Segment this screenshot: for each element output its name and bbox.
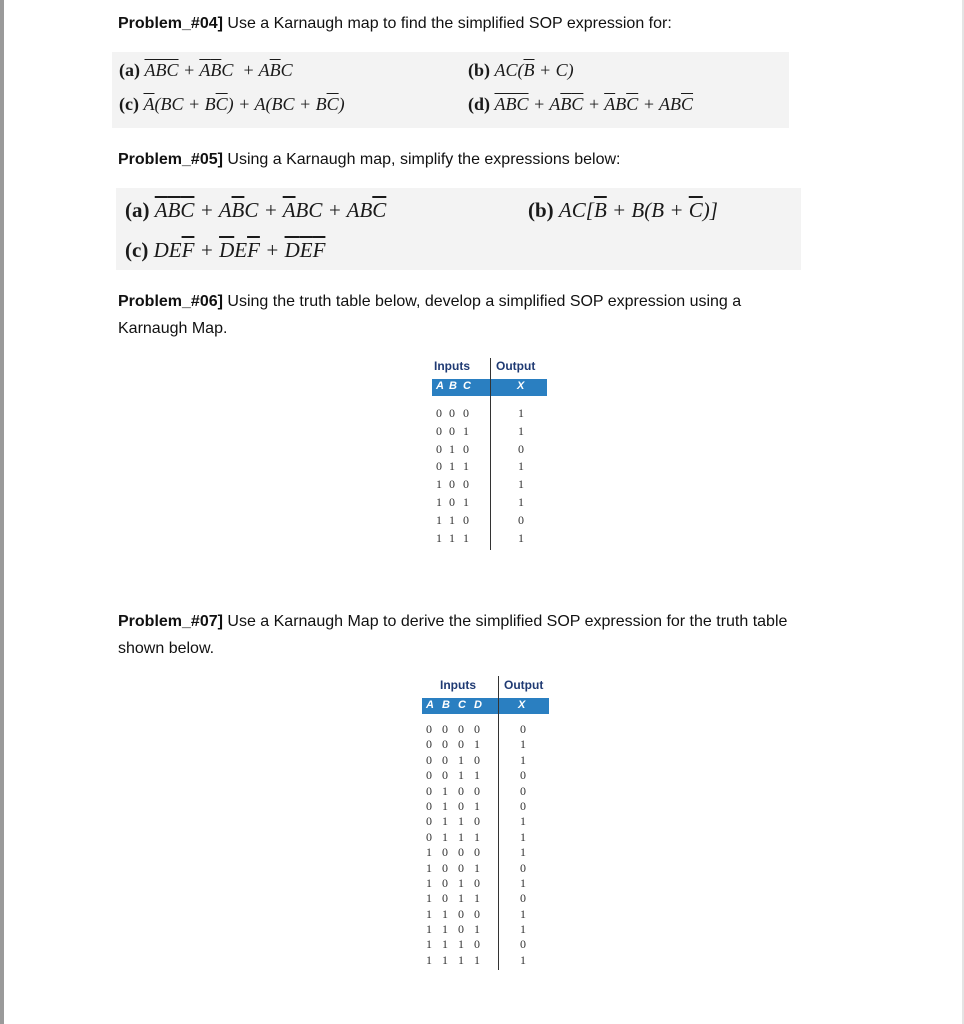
- tt07-input-cell: 0: [426, 737, 432, 752]
- tt07-input-cell: 0: [458, 737, 464, 752]
- tt06-input-cell: 1: [449, 512, 455, 527]
- tt07-input-cell: 1: [474, 798, 480, 813]
- tt07-output-cell: 1: [520, 752, 526, 767]
- tt07-output-cell: 1: [520, 829, 526, 844]
- tt07-input-cell: 1: [426, 952, 432, 967]
- problem-04-heading: [118, 10, 672, 37]
- tt07-input-cell: 0: [474, 845, 480, 860]
- tt07-input-cell: 0: [474, 875, 480, 890]
- tt06-input-cell: 1: [436, 512, 442, 527]
- tt07-output-cell: 0: [520, 722, 526, 736]
- tt07-input-cell: 1: [458, 768, 464, 783]
- tt07-input-cell: 1: [442, 814, 448, 829]
- tt07-inputs-header: Inputs: [440, 678, 476, 692]
- expr-04a: (a) $\overline{A}\overline{B}\overline{C} + \overline{A}\overline{B}C + A\overline{B}C$: [119, 60, 293, 80]
- tt07-row: [422, 891, 549, 906]
- tt06-input-cell: 1: [463, 459, 469, 474]
- expr-04a-label: (a): [119, 60, 140, 80]
- tt07-row: [422, 876, 549, 891]
- tt06-row: [432, 459, 547, 477]
- tt07-output-cell: 1: [520, 952, 526, 967]
- tt07-input-cell: 0: [474, 752, 480, 767]
- tt06-input-cell: 0: [463, 477, 469, 492]
- tt07-input-cell: 1: [426, 906, 432, 921]
- tt07-row: [422, 784, 549, 799]
- tt07-input-cell: 0: [442, 891, 448, 906]
- tt07-output-header: Output: [504, 678, 544, 692]
- tt07-input-cell: 1: [426, 860, 432, 875]
- problem-05-label: Problem_#05]: [118, 151, 223, 168]
- tt07-input-cell: 0: [426, 722, 432, 736]
- expr-05c: (c) $DE\overline{F} + \overline{D}E\overline{F} + \overline{D}\overline{E}\overline{F}$: [125, 238, 326, 262]
- tt06-input-cell: 1: [463, 530, 469, 545]
- tt07-output-cell: 1: [520, 906, 526, 921]
- problem-05-expressions: [116, 188, 801, 270]
- problem-04-label: Problem_#04]: [118, 15, 223, 32]
- tt07-input-cell: 1: [442, 783, 448, 798]
- expr-05b-label: (b): [528, 198, 554, 222]
- tt06-input-cell: 0: [449, 477, 455, 492]
- tt07-input-cell: 0: [426, 829, 432, 844]
- tt06-input-cell: 0: [449, 494, 455, 509]
- page-left-border: [0, 0, 4, 1024]
- problem-06-text-2: Karnaugh Map.: [118, 320, 228, 337]
- tt07-input-cell: 0: [442, 722, 448, 736]
- tt06-col-a: A: [436, 380, 444, 392]
- expr-04b-label: (b): [468, 60, 490, 80]
- tt07-input-cell: 1: [474, 952, 480, 967]
- tt07-input-cell: 0: [458, 922, 464, 937]
- tt06-input-cell: 1: [449, 530, 455, 545]
- truth-table-06: [432, 358, 547, 550]
- tt07-input-cell: 0: [474, 906, 480, 921]
- problem-04-expressions: [112, 52, 789, 128]
- tt07-input-cell: 1: [442, 906, 448, 921]
- tt07-input-cell: 0: [426, 752, 432, 767]
- tt06-input-cell: 1: [449, 441, 455, 456]
- tt06-col-b: B: [449, 380, 457, 392]
- tt06-input-cell: 0: [463, 512, 469, 527]
- tt07-input-cell: 1: [442, 922, 448, 937]
- tt07-input-cell: 1: [426, 875, 432, 890]
- tt06-input-cell: 0: [449, 406, 455, 420]
- tt07-output-cell: 1: [520, 922, 526, 937]
- tt07-input-cell: 0: [442, 752, 448, 767]
- tt07-output-cell: 0: [520, 783, 526, 798]
- tt07-input-cell: 0: [442, 875, 448, 890]
- tt06-row: [432, 495, 547, 513]
- tt07-row: [422, 953, 549, 968]
- tt07-row: [422, 922, 549, 937]
- tt07-input-cell: 1: [458, 814, 464, 829]
- problem-07-text-2: shown below.: [118, 640, 215, 657]
- tt07-input-cell: 0: [426, 768, 432, 783]
- tt07-row: [422, 861, 549, 876]
- tt07-input-cell: 1: [426, 937, 432, 952]
- tt07-input-cell: 0: [458, 845, 464, 860]
- expr-04c-label: (c): [119, 94, 139, 114]
- tt06-row: [432, 531, 547, 549]
- tt07-output-cell: 0: [520, 860, 526, 875]
- expr-05c-label: (c): [125, 238, 149, 262]
- tt07-col-x: X: [518, 699, 526, 711]
- tt07-col-a: A: [426, 699, 434, 711]
- tt07-row: [422, 753, 549, 768]
- tt07-input-cell: 1: [474, 737, 480, 752]
- problem-05-heading: [118, 146, 620, 173]
- tt07-output-cell: 0: [520, 798, 526, 813]
- tt06-input-cell: 0: [436, 459, 442, 474]
- tt07-input-cell: 0: [426, 783, 432, 798]
- tt07-input-cell: 0: [458, 783, 464, 798]
- expr-05a: (a) $\overline{A}\overline{B}\overline{C} + A\overline{B}C + \overline{A}BC + AB\overline{C}$: [125, 198, 387, 222]
- tt07-input-cell: 0: [458, 906, 464, 921]
- tt07-input-cell: 1: [458, 891, 464, 906]
- tt07-input-cell: 0: [442, 768, 448, 783]
- tt07-input-cell: 1: [474, 891, 480, 906]
- tt07-input-cell: 1: [442, 952, 448, 967]
- tt06-input-cell: 1: [449, 459, 455, 474]
- tt07-row: [422, 907, 549, 922]
- tt07-input-cell: 1: [458, 937, 464, 952]
- tt06-input-cell: 1: [436, 477, 442, 492]
- tt07-input-cell: 0: [442, 845, 448, 860]
- problem-04-text: Use a Karnaugh map to find the simplified SOP expression for:: [227, 15, 672, 32]
- tt06-row: [432, 513, 547, 531]
- tt06-output-cell: 1: [518, 530, 524, 545]
- tt06-output-cell: 1: [518, 459, 524, 474]
- expr-04d: (d) $\overline{A}\overline{B}\overline{C} + A\overline{B}\overline{C} + \overline{A}B\overline{C} + AB\overline{C}$: [468, 94, 694, 114]
- tt06-row: [432, 477, 547, 495]
- tt06-output-header: Output: [496, 359, 536, 373]
- tt06-output-cell: 1: [518, 477, 524, 492]
- tt07-row: [422, 845, 549, 860]
- tt07-input-cell: 0: [474, 937, 480, 952]
- tt07-row: [422, 737, 549, 752]
- tt06-row: [432, 424, 547, 442]
- tt07-input-cell: 1: [474, 922, 480, 937]
- tt07-input-cell: 1: [426, 845, 432, 860]
- tt06-input-cell: 1: [436, 530, 442, 545]
- tt07-input-cell: 1: [458, 829, 464, 844]
- tt07-input-cell: 1: [474, 829, 480, 844]
- tt07-row: [422, 768, 549, 783]
- tt06-inputs-header: Inputs: [434, 359, 470, 373]
- tt06-input-cell: 0: [436, 441, 442, 456]
- tt07-output-cell: 0: [520, 891, 526, 906]
- tt07-input-cell: 1: [458, 875, 464, 890]
- tt07-row: [422, 814, 549, 829]
- expr-05a-label: (a): [125, 198, 150, 222]
- tt06-row: [432, 406, 547, 424]
- tt07-input-cell: 0: [458, 722, 464, 736]
- tt06-input-cell: 0: [463, 406, 469, 420]
- tt06-output-cell: 1: [518, 423, 524, 438]
- tt07-column-header-row: [422, 698, 549, 714]
- problem-05-text: Using a Karnaugh map, simplify the expressions below:: [227, 151, 621, 168]
- tt07-input-cell: 1: [426, 891, 432, 906]
- problem-06-text: Using the truth table below, develop a simplified SOP expression using a: [227, 293, 742, 310]
- tt07-row: [422, 799, 549, 814]
- tt07-input-cell: 1: [442, 829, 448, 844]
- problem-07-heading: [118, 608, 898, 662]
- tt07-input-cell: 0: [474, 722, 480, 736]
- tt06-output-cell: 1: [518, 494, 524, 509]
- tt07-output-cell: 1: [520, 814, 526, 829]
- tt07-col-c: C: [458, 699, 466, 711]
- tt06-output-cell: 0: [518, 512, 524, 527]
- tt07-row: [422, 830, 549, 845]
- tt06-input-cell: 0: [449, 423, 455, 438]
- tt07-output-cell: 0: [520, 768, 526, 783]
- tt07-input-cell: 1: [442, 798, 448, 813]
- tt07-input-cell: 1: [458, 752, 464, 767]
- tt06-input-cell: 1: [463, 494, 469, 509]
- expr-04c: (c) $\overline{A}(BC + B\overline{C}) + A(BC + B\overline{C})$: [119, 94, 345, 114]
- tt06-row: [432, 442, 547, 460]
- tt07-input-cell: 0: [458, 798, 464, 813]
- tt06-input-cell: 1: [436, 494, 442, 509]
- expr-04b: (b) $AC(\overline{B} + C)$: [468, 60, 574, 80]
- tt07-col-d: D: [474, 699, 482, 711]
- problem-06-label: Problem_#06]: [118, 293, 223, 310]
- tt07-output-cell: 1: [520, 845, 526, 860]
- tt06-col-x: X: [517, 380, 525, 392]
- tt07-input-cell: 1: [458, 952, 464, 967]
- tt07-input-cell: 1: [474, 860, 480, 875]
- tt07-input-cell: 0: [474, 814, 480, 829]
- tt07-input-cell: 1: [442, 937, 448, 952]
- tt06-input-cell: 1: [463, 423, 469, 438]
- tt07-row: [422, 722, 549, 737]
- tt07-input-cell: 1: [426, 922, 432, 937]
- tt06-body: [432, 406, 547, 548]
- tt07-output-cell: 1: [520, 875, 526, 890]
- tt07-input-cell: 0: [426, 814, 432, 829]
- tt07-output-cell: 0: [520, 937, 526, 952]
- tt07-input-cell: 1: [474, 768, 480, 783]
- tt07-input-cell: 0: [442, 737, 448, 752]
- expr-05b: (b) $AC[\overline{B} + B(B + \overline{C})]$: [528, 198, 718, 222]
- expr-04d-label: (d): [468, 94, 490, 114]
- tt06-col-c: C: [463, 380, 471, 392]
- tt07-output-cell: 1: [520, 737, 526, 752]
- problem-06-heading: [118, 288, 818, 342]
- truth-table-07: [422, 676, 549, 970]
- tt07-col-b: B: [442, 699, 450, 711]
- tt07-input-cell: 0: [474, 783, 480, 798]
- tt07-row: [422, 937, 549, 952]
- tt07-body: [422, 722, 549, 968]
- problem-07-label: Problem_#07]: [118, 613, 223, 630]
- problem-07-text: Use a Karnaugh Map to derive the simplified SOP expression for the truth table: [227, 613, 788, 630]
- tt07-input-cell: 0: [442, 860, 448, 875]
- tt06-output-cell: 1: [518, 406, 524, 420]
- tt06-output-cell: 0: [518, 441, 524, 456]
- tt06-input-cell: 0: [436, 423, 442, 438]
- tt06-input-cell: 0: [436, 406, 442, 420]
- tt07-input-cell: 0: [426, 798, 432, 813]
- tt07-input-cell: 0: [458, 860, 464, 875]
- tt06-input-cell: 0: [463, 441, 469, 456]
